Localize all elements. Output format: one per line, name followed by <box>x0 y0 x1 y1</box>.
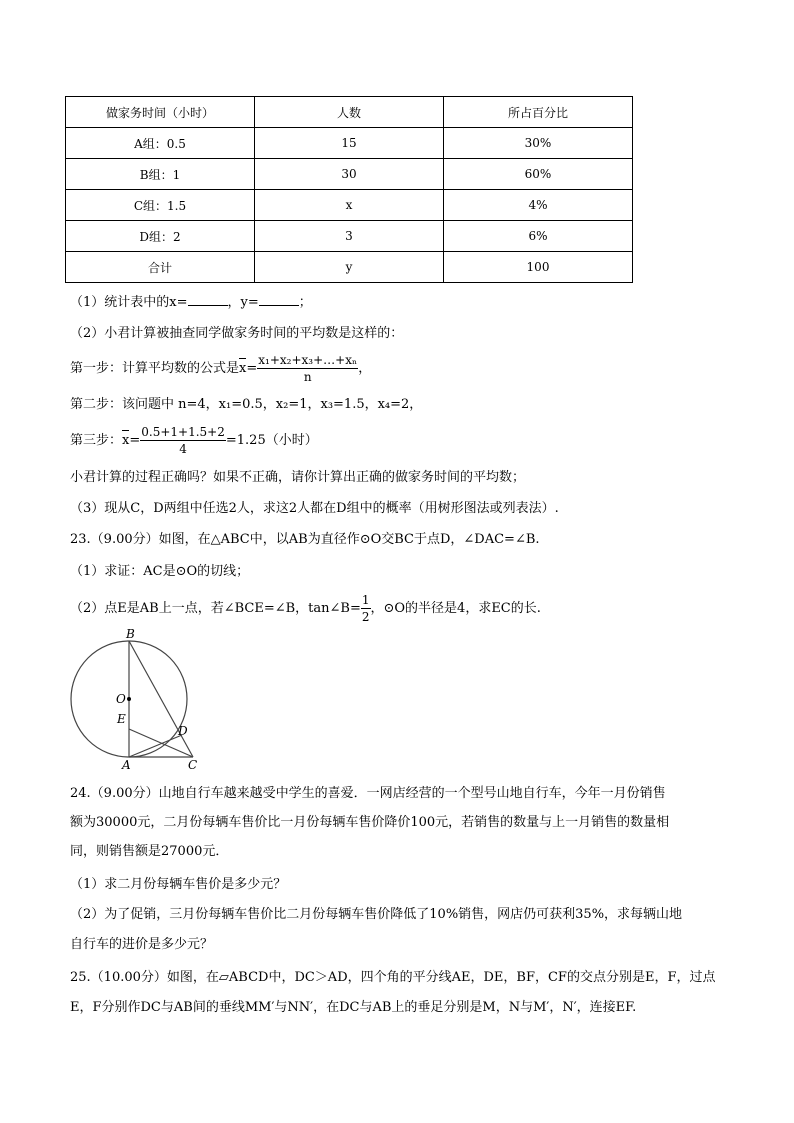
step1-label: 第一步：计算平均数的公式是 <box>70 361 240 376</box>
table-cell: 30% <box>444 128 633 159</box>
q24-part1: （1）求二月份每辆车售价是多少元？ <box>70 877 287 892</box>
fraction-numerator: x₁+x₂+x₃+…+xₙ <box>258 353 358 367</box>
circle-geometry-figure <box>60 625 200 770</box>
table-row <box>66 252 633 283</box>
q22-step1 <box>70 352 371 385</box>
statistics-table <box>65 96 633 283</box>
center-point <box>127 697 131 701</box>
q25-line2: E，F分别作DC与AB间的垂线MM′与NN′，在DC与AB上的垂足分别是M，N与M′，N′，连接EF. <box>70 1000 637 1015</box>
label-d: D <box>178 724 188 738</box>
label-b: B <box>126 627 135 641</box>
step3-label: 第三步： <box>70 433 123 448</box>
label-a: A <box>122 758 131 770</box>
mean-symbol: x <box>239 361 247 376</box>
q23-part2-text: （2）点E是AB上一点，若∠BCE=∠B，tan∠B= <box>70 601 361 616</box>
label-o: O <box>116 692 126 706</box>
table-cell: D组：2 <box>66 221 255 252</box>
step1-end: ， <box>358 361 372 376</box>
q24-line2: 额为30000元，二月份每辆车售价比一月份每辆车售价降价100元，若销售的数量与上一月销售的数量相 <box>70 815 670 830</box>
segment-bc <box>129 641 193 757</box>
q24-part2-line1: （2）为了促销，三月份每辆车售价比二月份每辆车售价降低了10%销售，网店仍可获利35%，求每辆山地 <box>70 907 683 922</box>
q22-part1-text: （1）统计表中的x= <box>70 295 188 310</box>
q23-stem: 23.（9.00分）如图，在△ABC中，以AB为直径作⊙O交BC于点D，∠DAC=∠B. <box>70 532 540 547</box>
q22-part1-text-y: ，y= <box>227 295 259 310</box>
q24-line3: 同，则销售额是27000元． <box>70 844 229 859</box>
tan-fraction <box>361 592 371 625</box>
q23-part1: （1）求证：AC是⊙O的切线； <box>70 564 250 579</box>
q23-part2 <box>70 592 541 625</box>
table-cell: B组：1 <box>66 159 255 190</box>
q23-part2-text-end: ，⊙O的半径是4，求EC的长. <box>370 601 541 616</box>
fraction-numerator: 1 <box>361 593 370 607</box>
segment-ad <box>129 735 182 757</box>
fraction-denominator: n <box>303 370 312 384</box>
table-row <box>66 221 633 252</box>
label-c: C <box>188 758 198 770</box>
table-cell: 60% <box>444 159 633 190</box>
table-header-cell: 所占百分比 <box>444 97 633 128</box>
fraction-denominator: 4 <box>179 442 187 456</box>
table-cell: y <box>255 252 444 283</box>
table-row <box>66 159 633 190</box>
table-cell: 30 <box>255 159 444 190</box>
mean-calc-fraction <box>140 424 226 457</box>
table-cell: 15 <box>255 128 444 159</box>
q22-part2: （2）小君计算被抽查同学做家务时间的平均数是这样的： <box>70 326 404 341</box>
mean-formula-fraction <box>257 352 358 385</box>
q22-part3: （3）现从C，D两组中任选2人，求这2人都在D组中的概率（用树形图法或列表法）. <box>70 501 559 516</box>
q22-question: 小君计算的过程正确吗？如果不正确，请你计算出正确的做家务时间的平均数； <box>70 470 526 485</box>
q24-line1: 24.（9.00分）山地自行车越来越受中学生的喜爱．一网店经营的一个型号山地自行车，今年一月份销售 <box>70 786 666 801</box>
table-row <box>66 190 633 221</box>
table-cell: C组：1.5 <box>66 190 255 221</box>
q25-line1: 25.（10.00分）如图，在▱ABCD中，DC＞AD，四个角的平分线AE，DE，BF，CF的交点分别是E，F，过点 <box>70 970 716 985</box>
table-header-cell: 人数 <box>255 97 444 128</box>
q22-step2: 第二步：该问题中 n=4，x₁=0.5，x₂=1，x₃=1.5，x₄=2， <box>70 397 423 412</box>
q24-part2-line2: 自行车的进价是多少元？ <box>70 937 214 952</box>
fraction-denominator: 2 <box>361 610 370 624</box>
step3-end: =1.25（小时） <box>225 433 318 448</box>
answer-blank-y <box>259 292 299 306</box>
table-cell: 100 <box>444 252 633 283</box>
table-cell: 合计 <box>66 252 255 283</box>
table-row <box>66 128 633 159</box>
answer-blank-x <box>188 292 228 306</box>
equals-sign: = <box>129 433 141 448</box>
mean-symbol: x <box>122 433 130 448</box>
q22-step3 <box>70 424 318 457</box>
q22-part1 <box>70 292 312 312</box>
q22-part1-end: ； <box>298 295 312 310</box>
table-cell: 6% <box>444 221 633 252</box>
table-cell: A组：0.5 <box>66 128 255 159</box>
table-header-row <box>66 97 633 128</box>
fraction-numerator: 0.5+1+1.5+2 <box>141 425 225 439</box>
table-header-cell: 做家务时间（小时） <box>66 97 255 128</box>
table-cell: 3 <box>255 221 444 252</box>
table-cell: 4% <box>444 190 633 221</box>
table-cell: x <box>255 190 444 221</box>
label-e: E <box>117 712 126 726</box>
equals-sign: = <box>246 361 258 376</box>
